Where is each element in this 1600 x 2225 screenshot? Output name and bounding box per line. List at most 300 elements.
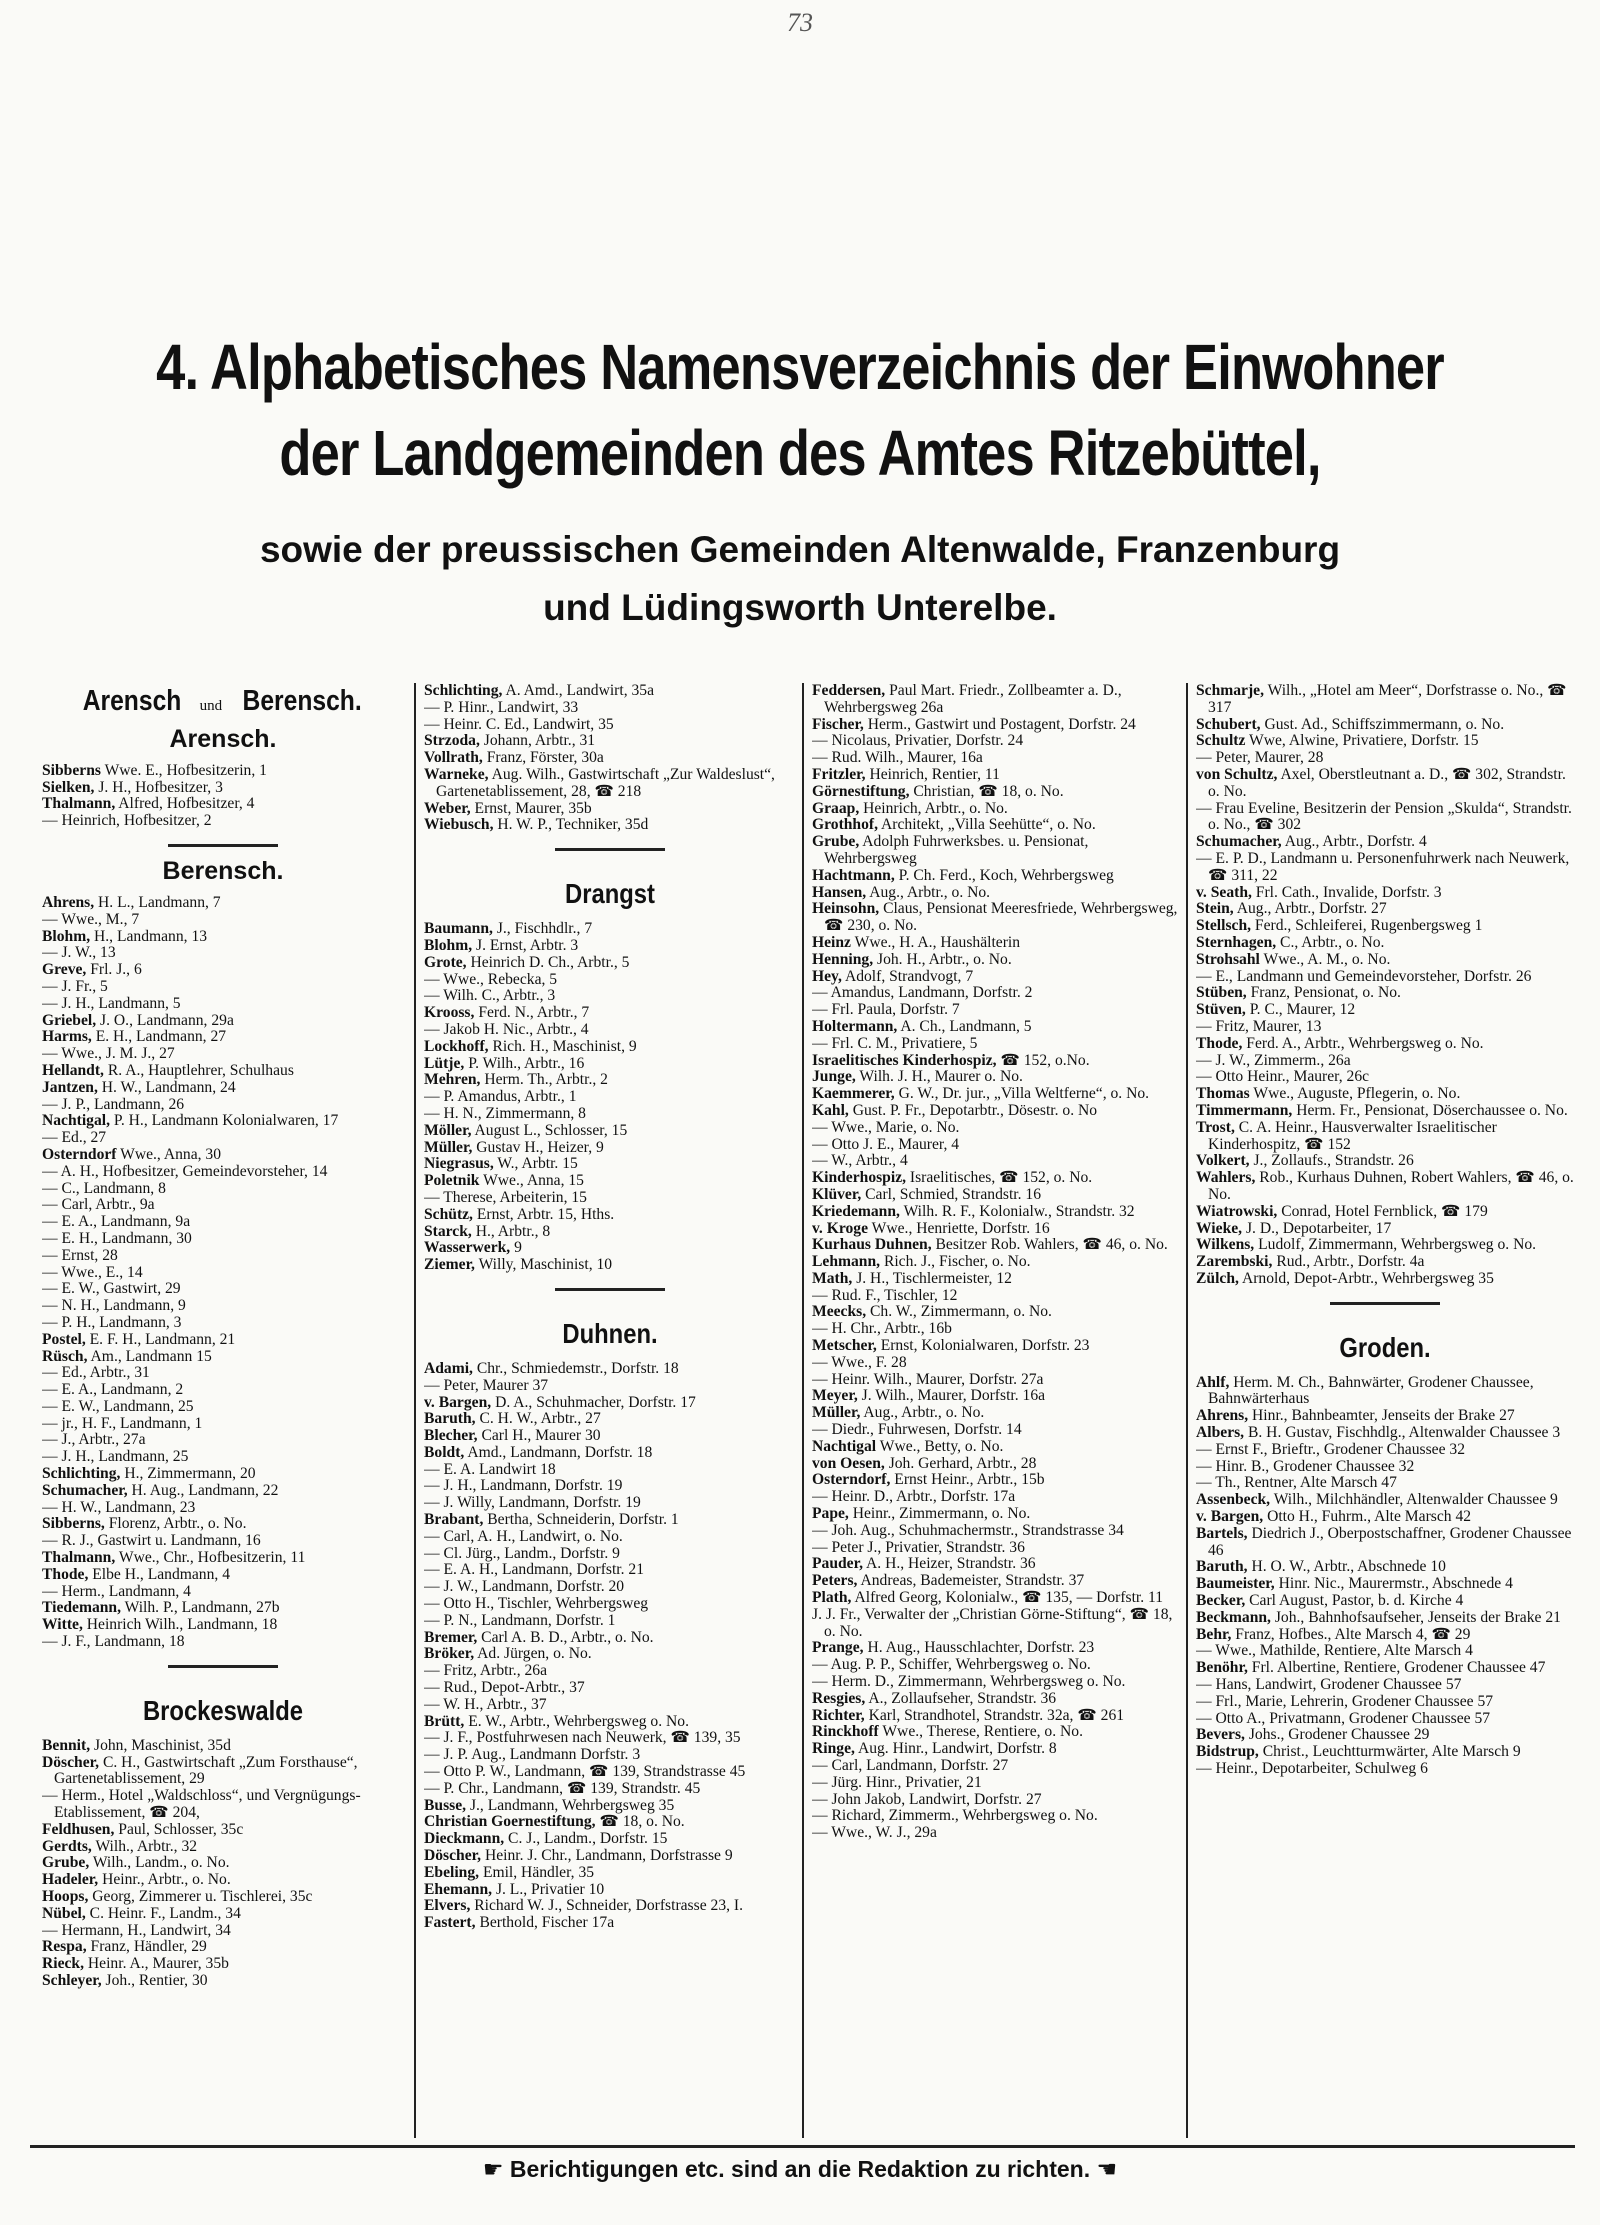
entry-details: Frl. Cath., Invalide, Dorfstr. 3 <box>1255 883 1442 901</box>
directory-entry <box>1196 1459 1574 1476</box>
directory-entry <box>1196 1492 1574 1509</box>
entry-details: P. Ch. Ferd., Koch, Wehrbergsweg <box>898 866 1114 884</box>
directory-entry <box>42 1298 404 1315</box>
directory-entry <box>424 1831 796 1848</box>
directory-entry <box>1196 1221 1574 1238</box>
directory-entry <box>812 1540 1180 1557</box>
entry-list-brockeswalde-continued <box>424 683 796 834</box>
directory-entry <box>42 1449 404 1466</box>
directory-entry <box>42 1466 404 1483</box>
entry-details: — J. H., Landmann, 25 <box>42 1448 189 1466</box>
entry-surname: Zülch, <box>1196 1269 1239 1287</box>
entry-surname: Wasserwerk, <box>424 1239 511 1257</box>
entry-details: Franz, Händler, 29 <box>90 1938 207 1956</box>
entry-details: Rud., Arbtr., Dorfstr. 4a <box>1276 1253 1425 1271</box>
section-divider <box>168 844 278 847</box>
entry-surname: Müller, <box>424 1138 473 1156</box>
directory-entry <box>424 1411 796 1428</box>
directory-entry <box>812 952 1180 969</box>
entry-details: Wilh., Arbtr., 32 <box>95 1837 198 1855</box>
entry-details: — Joh. Aug., Schuhmachermstr., Strandstrasse 34 <box>812 1521 1124 1539</box>
entry-details: Aug., Arbtr., Dorfstr. 27 <box>1236 900 1387 918</box>
section-heading-brockeswalde: Brockeswalde <box>142 1694 304 1726</box>
entry-details: E. W., Arbtr., Wehrbergsweg o. No. <box>468 1712 689 1730</box>
entry-surname: Osterndorf, <box>812 1471 891 1489</box>
entry-surname: Baumeister, <box>1196 1575 1275 1593</box>
directory-entry <box>812 1288 1180 1305</box>
directory-entry <box>42 1500 404 1517</box>
entry-surname: Nübel, <box>42 1904 86 1922</box>
entry-details: Wilh. P., Landmann, 27b <box>124 1599 280 1617</box>
entry-details: — Amandus, Landmann, Dorfstr. 2 <box>812 984 1033 1002</box>
entry-details: — Diedr., Fuhrwesen, Dorfstr. 14 <box>812 1421 1022 1439</box>
entry-surname: Vollrath, <box>424 749 483 767</box>
directory-entry <box>424 1764 796 1781</box>
page-title-line-1: 4. Alphabetisches Namensverzeichnis der Einwohner <box>156 331 1444 403</box>
directory-entry <box>1196 1120 1574 1154</box>
directory-entry <box>424 1428 796 1445</box>
directory-entry <box>424 972 796 989</box>
entry-surname: Warneke, <box>424 765 489 783</box>
directory-entry <box>1196 1727 1574 1744</box>
entry-details: Herm., Gastwirt und Postagent, Dorfstr. 24 <box>867 715 1136 733</box>
directory-entry <box>42 1214 404 1231</box>
directory-entry <box>812 834 1180 868</box>
directory-entry <box>424 1173 796 1190</box>
entry-details: Florenz, Arbtr., o. No. <box>108 1515 247 1533</box>
entry-surname: v. Kroge <box>812 1219 869 1237</box>
directory-entry <box>812 1321 1180 1338</box>
entry-details: Johann, Arbtr., 31 <box>483 732 596 750</box>
entry-surname: Gerdts, <box>42 1837 92 1855</box>
entry-surname: Schleyer, <box>42 1972 102 1989</box>
entry-details: Carl August, Pastor, b. d. Kirche 4 <box>1249 1592 1464 1610</box>
page-subtitle-line-2: und Lüdingsworth Unterelbe. <box>543 587 1057 628</box>
entry-details: — E. W., Gastwirt, 29 <box>42 1280 181 1298</box>
entry-surname: Richter, <box>812 1706 865 1724</box>
directory-entry <box>42 1533 404 1550</box>
directory-entry <box>1196 1475 1574 1492</box>
directory-entry <box>424 1814 796 1831</box>
entry-list-arensch <box>42 763 404 830</box>
directory-entry <box>42 1600 404 1617</box>
entry-details: — J. H., Landmann, 5 <box>42 994 181 1012</box>
entry-details: A. Ch., Landmann, 5 <box>900 1017 1032 1035</box>
entry-details: Ferd. N., Arbtr., 7 <box>478 1004 590 1022</box>
directory-entry <box>42 1906 404 1923</box>
entry-details: — Jakob H. Nic., Arbtr., 4 <box>424 1020 589 1038</box>
entry-surname: Feldhusen, <box>42 1820 115 1838</box>
directory-entry <box>42 1063 404 1080</box>
entry-surname: Kurhaus Duhnen, <box>812 1236 932 1254</box>
entry-details: H. O. W., Arbtr., Abschnede 10 <box>1251 1558 1446 1576</box>
entry-details: Rob., Kurhaus Duhnen, Robert Wahlers, ☎ 46, o. No. <box>1208 1169 1574 1203</box>
entry-surname: Griebel, <box>42 1011 97 1029</box>
directory-entry <box>424 1257 796 1274</box>
entry-details: C. A. Heinr., Hausverwalter Israelitischer Kinderhospitz, ☎ 152 <box>1208 1118 1497 1153</box>
directory-entry <box>424 1613 796 1630</box>
entry-list-brockeswalde <box>42 1738 404 1990</box>
entry-details: C. H. W., Arbtr., 27 <box>479 1410 601 1428</box>
entry-details: D. A., Schuhmacher, Dorfstr. 17 <box>495 1393 696 1411</box>
entry-details: Wwe. E., Hofbesitzerin, 1 <box>104 761 267 779</box>
entry-surname: v. Bargen, <box>1196 1508 1264 1526</box>
entry-details: — E. A., Landmann, 9a <box>42 1213 191 1231</box>
entry-details: — J. W., Zimmerm., 26a <box>1196 1051 1351 1069</box>
entry-details: — E., Landmann und Gemeindevorsteher, Dorfstr. 26 <box>1196 967 1532 985</box>
entry-surname: Bennit, <box>42 1736 91 1754</box>
directory-entry <box>812 1489 1180 1506</box>
directory-entry <box>812 1724 1180 1741</box>
entry-surname: v. Seath, <box>1196 883 1252 901</box>
entry-details: — N. H., Landmann, 9 <box>42 1297 186 1315</box>
entry-surname: von Oesen, <box>812 1454 885 1472</box>
entry-surname: Heinsohn, <box>812 900 880 918</box>
directory-entry <box>424 1596 796 1613</box>
subheading-berensch: Berensch. <box>162 856 284 885</box>
entry-details: H. Aug., Landmann, 22 <box>131 1481 279 1499</box>
directory-entry <box>1196 918 1574 935</box>
entry-details: — J. P., Landmann, 26 <box>42 1095 185 1113</box>
entry-details: Wilh. R. F., Kolonialw., Strandstr. 32 <box>903 1202 1135 1220</box>
directory-entry <box>424 1714 796 1731</box>
entry-details: ☎ 18, o. No. <box>599 1813 685 1831</box>
entry-details: — Wilh. C., Arbtr., 3 <box>424 987 556 1005</box>
entry-details: — Otto H., Tischler, Wehrbergsweg <box>424 1595 649 1613</box>
directory-entry <box>42 1956 404 1973</box>
entry-details: Wwe., Henriette, Dorfstr. 16 <box>871 1219 1050 1237</box>
entry-details: Johs., Grodener Chaussee 29 <box>1248 1726 1430 1744</box>
section-divider <box>555 848 665 851</box>
entry-surname: Stellsch, <box>1196 917 1252 935</box>
directory-entry <box>812 717 1180 734</box>
entry-surname: Blecher, <box>424 1427 478 1445</box>
column-rule <box>414 683 416 2138</box>
entry-details: — E. A., Landmann, 2 <box>42 1381 184 1399</box>
directory-entry <box>1196 1204 1574 1221</box>
entry-surname: Witte, <box>42 1616 83 1634</box>
entry-surname: Möller, <box>424 1121 472 1139</box>
entry-surname: Kinderhospiz, <box>812 1169 907 1187</box>
directory-entry <box>812 1758 1180 1775</box>
directory-entry <box>424 801 796 818</box>
entry-surname: Schubert, <box>1196 715 1261 733</box>
entry-surname: Dieckmann, <box>424 1830 505 1848</box>
directory-entry <box>42 1416 404 1433</box>
entry-details: — Heinr. D., Arbtr., Dorfstr. 17a <box>812 1488 1016 1506</box>
entry-details: — Wwe., Marie, o. No. <box>812 1118 960 1136</box>
entry-details: Andreas, Bademeister, Strandstr. 37 <box>860 1572 1085 1590</box>
directory-entry <box>812 750 1180 767</box>
entry-details: Hinr., Bahnbeamter, Jenseits der Brake 27 <box>1252 1407 1515 1425</box>
entry-surname: Behr, <box>1196 1625 1232 1643</box>
directory-entry <box>1196 1069 1574 1086</box>
entry-details: — Hermann, H., Landwirt, 34 <box>42 1921 231 1939</box>
directory-entry <box>1196 1036 1574 1053</box>
directory-entry <box>812 1153 1180 1170</box>
entry-details: — John Jakob, Landwirt, Dorfstr. 27 <box>812 1790 1042 1808</box>
directory-entry <box>42 1113 404 1130</box>
directory-entry <box>42 1738 404 1755</box>
entry-surname: Kriedemann, <box>812 1202 900 1220</box>
section-divider <box>168 1665 278 1668</box>
entry-details: Willy, Maschinist, 10 <box>478 1256 613 1274</box>
entry-details: John, Maschinist, 35d <box>94 1736 231 1754</box>
directory-entry <box>424 1798 796 1815</box>
directory-entry <box>812 1254 1180 1271</box>
entry-details: Claus, Pensionat Meeresfriede, Wehrbergsweg, ☎ 230, o. No. <box>824 900 1178 935</box>
entry-surname: Postel, <box>42 1330 86 1348</box>
directory-entry <box>424 767 796 801</box>
entry-surname: Harms, <box>42 1028 92 1046</box>
entry-details: Paul, Schlosser, 35c <box>118 1820 244 1838</box>
entry-surname: Sibberns, <box>42 1515 105 1533</box>
entry-details: Hinr. Nic., Maurermstr., Abschnede 4 <box>1278 1575 1513 1593</box>
directory-entry <box>424 1630 796 1647</box>
entry-details: Aug. Hinr., Landwirt, Dorfstr. 8 <box>857 1740 1057 1758</box>
entry-details: — Jürg. Hinr., Privatier, 21 <box>812 1773 982 1791</box>
directory-entry <box>1196 1694 1574 1711</box>
directory-entry <box>424 1546 796 1563</box>
entry-details: — W. H., Arbtr., 37 <box>424 1695 547 1713</box>
entry-list-duhnen-continued <box>812 683 1180 1842</box>
entry-details: — J. F., Landmann, 18 <box>42 1633 185 1651</box>
directory-entry <box>812 885 1180 902</box>
entry-details: Franz, Hofbes., Alte Marsch 4, ☎ 29 <box>1235 1625 1471 1643</box>
entry-details: Besitzer Rob. Wahlers, ☎ 46, o. No. <box>935 1236 1168 1254</box>
entry-details: Joh., Bahnhofsaufseher, Jenseits der Brake 21 <box>1274 1608 1561 1626</box>
entry-details: — H. Chr., Arbtr., 16b <box>812 1320 952 1338</box>
entry-surname: Osterndorf <box>42 1145 117 1163</box>
entry-surname: Graap, <box>812 799 860 817</box>
directory-entry <box>1196 1660 1574 1677</box>
directory-entry <box>42 1788 404 1822</box>
directory-entry <box>42 1872 404 1889</box>
entry-details: Heinrich, Arbtr., o. No. <box>863 799 1008 817</box>
directory-entry <box>812 1103 1180 1120</box>
entry-details: J., Fischhdlr., 7 <box>496 920 593 938</box>
entry-details: Ferd., Schleiferei, Rugenbergsweg 1 <box>1254 917 1483 935</box>
entry-details: — J. H., Landmann, Dorfstr. 19 <box>424 1477 623 1495</box>
entry-details: H. W. P., Techniker, 35d <box>497 816 649 834</box>
directory-entry <box>42 1332 404 1349</box>
entry-details: Architekt, „Villa Seehütte“, o. No. <box>881 816 1096 834</box>
entry-details: C., Arbtr., o. No. <box>1280 933 1385 951</box>
directory-entry <box>42 1889 404 1906</box>
entry-details: E. F. H., Landmann, 21 <box>89 1330 236 1348</box>
directory-entry <box>812 868 1180 885</box>
directory-entry <box>424 683 796 700</box>
directory-entry <box>42 1197 404 1214</box>
entry-surname: Kaemmerer, <box>812 1085 895 1103</box>
entry-details: — Peter J., Privatier, Strandstr. 36 <box>812 1538 1025 1556</box>
directory-entry <box>812 969 1180 986</box>
entry-surname: Holtermann, <box>812 1017 898 1035</box>
entry-details: Franz, Förster, 30a <box>486 749 604 767</box>
entry-details: — Rud. F., Tischler, 12 <box>812 1286 958 1304</box>
directory-entry <box>1196 1627 1574 1644</box>
directory-entry <box>812 1708 1180 1725</box>
section-divider <box>1330 1302 1440 1305</box>
entry-details: Karl, Strandhotel, Strandstr. 32a, ☎ 261 <box>868 1706 1125 1724</box>
directory-entry <box>812 901 1180 935</box>
entry-details: 9 <box>514 1239 522 1257</box>
entry-details: Heinr. J. Chr., Landmann, Dorfstrasse 9 <box>484 1847 733 1865</box>
entry-surname: Volkert, <box>1196 1152 1250 1170</box>
directory-entry <box>812 1086 1180 1103</box>
directory-entry <box>812 1775 1180 1792</box>
entry-details: Herm. M. Ch., Bahnwärter, Grodener Chaussee, Bahnwärterhaus <box>1208 1373 1534 1408</box>
entry-surname: Strohsahl <box>1196 950 1260 968</box>
directory-entry <box>42 1516 404 1533</box>
directory-entry <box>812 1556 1180 1573</box>
entry-details: Conrad, Hotel Fernblick, ☎ 179 <box>1281 1202 1488 1220</box>
directory-entry <box>812 1304 1180 1321</box>
directory-entry <box>424 1848 796 1865</box>
entry-surname: Wilkens, <box>1196 1236 1255 1254</box>
directory-entry <box>42 1382 404 1399</box>
entry-details: — Wwe., Mathilde, Rentiere, Alte Marsch 4 <box>1196 1642 1473 1660</box>
entry-surname: Ehemann, <box>424 1880 493 1898</box>
directory-entry <box>812 1221 1180 1238</box>
entry-details: B. H. Gustav, Fischhdlg., Altenwalder Chaussee 3 <box>1247 1424 1561 1442</box>
directory-entry <box>1196 1526 1574 1560</box>
entry-details: Adolf, Strandvogt, 7 <box>844 967 974 985</box>
directory-entry <box>424 1915 796 1932</box>
entry-details: — Wwe., J. M. J., 27 <box>42 1045 175 1063</box>
entry-details: — J. F., Postfuhrwesen nach Neuwerk, ☎ 139, 35 <box>424 1729 741 1747</box>
directory-entry <box>812 1271 1180 1288</box>
directory-entry <box>424 817 796 834</box>
entry-details: Aug. Wilh., Gastwirtschaft „Zur Waldeslust“, Gartenetablissement, 28, ☎ 218 <box>436 765 775 800</box>
entry-surname: Plath, <box>812 1589 852 1607</box>
entry-surname: Krooss, <box>424 1004 475 1022</box>
entry-details: — J. Willy, Landmann, Dorfstr. 19 <box>424 1494 641 1512</box>
directory-entry <box>812 1053 1180 1070</box>
entry-surname: Ziemer, <box>424 1256 475 1274</box>
entry-details: Axel, Oberstleutnant a. D., ☎ 302, Strandstr. o. No. <box>1208 765 1566 800</box>
directory-entry <box>1196 901 1574 918</box>
directory-entry <box>1196 1610 1574 1627</box>
entry-details: — Peter, Maurer, 28 <box>1196 749 1324 767</box>
directory-entry <box>1196 1254 1574 1271</box>
entry-surname: Poletnik <box>424 1172 480 1190</box>
entry-details: Israelitisches, ☎ 152, o. No. <box>909 1169 1093 1187</box>
entry-surname: Döscher, <box>424 1847 482 1865</box>
entry-surname: Grote, <box>424 953 467 971</box>
directory-entry <box>1196 733 1574 750</box>
directory-entry <box>812 683 1180 717</box>
entry-surname: Resgies, <box>812 1689 866 1707</box>
directory-entry <box>42 1029 404 1046</box>
entry-details: — Peter, Maurer 37 <box>424 1376 549 1394</box>
entry-details: — Richard, Zimmerm., Wehrbergsweg o. No. <box>812 1807 1098 1825</box>
entry-details: Amd., Landmann, Dorfstr. 18 <box>467 1443 653 1461</box>
directory-entry <box>812 1036 1180 1053</box>
directory-entry <box>424 1039 796 1056</box>
entry-details: H. Aug., Hausschlachter, Dorfstr. 23 <box>867 1639 1095 1657</box>
entry-surname: Bremer, <box>424 1628 478 1646</box>
directory-entry <box>424 1495 796 1512</box>
entry-surname: Ahrens, <box>1196 1407 1249 1425</box>
entry-details: J. H., Tischlermeister, 12 <box>856 1269 1012 1287</box>
directory-entry <box>424 921 796 938</box>
directory-entry <box>812 1237 1180 1254</box>
entry-surname: Schütz, <box>424 1205 473 1223</box>
directory-entry <box>812 1422 1180 1439</box>
section-heading-groden: Groden. <box>1339 1331 1431 1363</box>
directory-entry <box>1196 1425 1574 1442</box>
footer-note <box>0 2156 1600 2183</box>
directory-entry <box>812 784 1180 801</box>
directory-entry <box>42 962 404 979</box>
entry-details: Carl H., Maurer 30 <box>481 1427 601 1445</box>
entry-surname: Stein, <box>1196 900 1234 918</box>
entry-details: Ernst, Kolonialwaren, Dorfstr. 23 <box>880 1337 1090 1355</box>
entry-details: J. Wilh., Maurer, Dorfstr. 16a <box>861 1387 1046 1405</box>
entry-details: J., Landmann, Wehrbergsweg 35 <box>469 1796 675 1814</box>
entry-details: Gust. Ad., Schiffszimmermann, o. No. <box>1264 715 1505 733</box>
directory-entry <box>42 1097 404 1114</box>
entry-surname: Wahlers, <box>1196 1169 1256 1187</box>
directory-entry <box>812 1405 1180 1422</box>
entry-details: — C., Landmann, 8 <box>42 1179 166 1197</box>
entry-details: — Rud. Wilh., Maurer, 16a <box>812 749 983 767</box>
directory-entry <box>424 1395 796 1412</box>
entry-surname: Baruth, <box>1196 1558 1248 1576</box>
directory-entry <box>1196 1744 1574 1761</box>
directory-entry <box>424 1697 796 1714</box>
entry-details: — E. W., Landmann, 25 <box>42 1397 194 1415</box>
entry-surname: Schumacher, <box>42 1481 128 1499</box>
entry-details: — Frl., Marie, Lehrerin, Grodener Chaussee 57 <box>1196 1692 1494 1710</box>
directory-entry <box>424 1106 796 1123</box>
directory-entry <box>42 1315 404 1332</box>
entry-surname: Ebeling, <box>424 1863 480 1881</box>
entry-surname: Ahlf, <box>1196 1373 1230 1391</box>
directory-entry <box>1196 767 1574 801</box>
directory-entry <box>424 717 796 734</box>
entry-details: — Otto Heinr., Maurer, 26c <box>1196 1068 1370 1086</box>
directory-entry <box>1196 1711 1574 1728</box>
entry-details: Aug., Arbtr., o. No. <box>869 883 991 901</box>
entry-surname: Albers, <box>1196 1424 1245 1442</box>
entry-details: H. L., Landmann, 7 <box>98 893 221 911</box>
entry-surname: Israelitisches Kinderhospiz, <box>812 1051 997 1069</box>
directory-entry <box>42 1483 404 1500</box>
entry-surname: Lehmann, <box>812 1253 881 1271</box>
directory-entry <box>424 1478 796 1495</box>
entry-details: — Heinr., Depotarbeiter, Schulweg 6 <box>1196 1760 1428 1778</box>
entry-details: Wwe., Anna, 15 <box>483 1172 584 1190</box>
entry-surname: Grube, <box>42 1854 90 1872</box>
entry-details: — H. W., Landmann, 23 <box>42 1498 196 1516</box>
directory-entry <box>1196 885 1574 902</box>
column-rule <box>1186 683 1188 2138</box>
entry-surname: Fritzler, <box>812 765 866 783</box>
entry-details: — Carl, Landmann, Dorfstr. 27 <box>812 1757 1009 1774</box>
directory-entry <box>42 1634 404 1651</box>
directory-entry <box>42 1550 404 1567</box>
entry-details: Arnold, Depot-Arbtr., Wehrbergsweg 35 <box>1241 1269 1494 1287</box>
entry-details: — jr., H. F., Landmann, 1 <box>42 1414 203 1432</box>
entry-details: — Otto A., Privatmann, Grodener Chaussee 57 <box>1196 1709 1491 1727</box>
entry-surname: Bartels, <box>1196 1524 1248 1542</box>
directory-entry <box>1196 851 1574 885</box>
entry-details: — E. H., Landmann, 30 <box>42 1229 192 1247</box>
entry-surname: Schlichting, <box>424 683 503 699</box>
entry-details: Joh. Gerhard, Arbtr., 28 <box>888 1454 1037 1472</box>
